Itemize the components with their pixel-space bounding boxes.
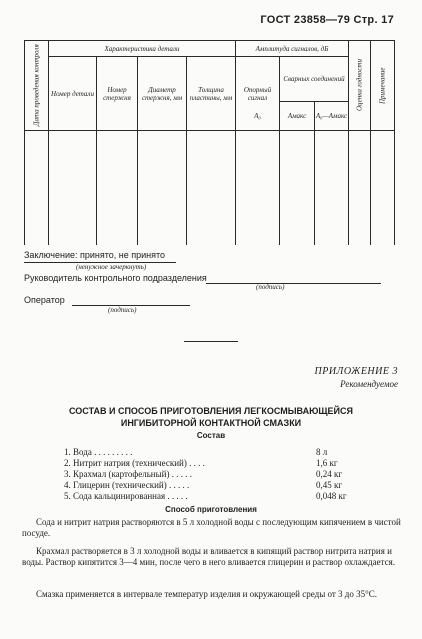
col-header-thickness: Толщина пластины, мм: [189, 85, 233, 102]
control-table: [24, 40, 395, 245]
list-item: 1. Вода . . . . . . . . .: [64, 447, 133, 457]
list-item: 3. Крахмал (картофельный) . . . . .: [64, 469, 192, 479]
head-signature-line: [206, 283, 381, 284]
section-title-line1: СОСТАВ И СПОСОБ ПРИГОТОВЛЕНИЯ ЛЕГКОСМЫВАЮЩЕЙСЯ: [69, 406, 353, 416]
head-signature-hint: (подпись): [256, 283, 285, 291]
list-item-value: 1,6 кг: [316, 458, 338, 468]
operator-signature-hint: (подпись): [108, 306, 137, 314]
table-right-border: [394, 40, 395, 245]
method-paragraph-1: Сода и нитрит натрия растворяются в 5 л холодной воды с последующим кипячением в чистой посуде.: [22, 517, 401, 538]
group-header-detail: Характеристика детали: [104, 44, 180, 53]
col-header-reference-signal: Опорный сигнал: [243, 85, 272, 102]
operator-label: Оператор: [24, 295, 65, 305]
list-item: 5. Сода кальцинированная . . . . .: [64, 491, 188, 501]
col-header-part-number: Номер детали: [51, 89, 94, 98]
list-item-value: 0,048 кг: [316, 491, 347, 501]
sub-header-difference: A₀—Aмакс: [315, 112, 348, 120]
method-heading: Способ приготовления: [165, 505, 257, 514]
page-header: ГОСТ 23858—79 Стр. 17: [260, 14, 394, 26]
col-header-grade: Оценка годности: [355, 59, 364, 112]
section-separator: [184, 341, 238, 342]
head-label: Руководитель контрольного подразделения: [24, 273, 207, 283]
list-item-value: 8 л: [316, 447, 328, 457]
group-header-amplitude: Амплитуда сигналов, дБ: [255, 44, 329, 53]
composition-heading: Состав: [196, 431, 226, 440]
method-paragraph-3: Смазка применяется в интервале температур изделия и окружающей среды от 3 до 35°С.: [36, 589, 377, 599]
conclusion-label: Заключение: принято, не принято: [24, 250, 166, 260]
appendix-title: ПРИЛОЖЕНИЕ 3: [314, 366, 398, 377]
table-header-bottom: [24, 130, 395, 131]
sub-header-a0: A₀: [254, 112, 261, 120]
list-item-value: 0,24 кг: [316, 469, 343, 479]
col-header-note: Примечание: [378, 67, 387, 104]
list-item: 2. Нитрит натрия (технический) . . . .: [64, 458, 205, 468]
col-header-diameter: Диаметр стержня, мм: [141, 85, 183, 102]
col-header-welded-joints: Сварных соединений: [283, 75, 345, 83]
list-item: 4. Глицерин (технический) . . . . .: [64, 480, 190, 490]
sub-header-amax: Aмакс: [287, 112, 307, 120]
section-title-line2: ИНГИБИТОРНОЙ КОНТАКТНОЙ СМАЗКИ: [120, 418, 302, 428]
col-header-date: Дата проведения контроля: [32, 44, 41, 127]
cross-out-hint: (ненужное зачеркнуть): [76, 263, 147, 271]
list-item-value: 0,45 кг: [316, 480, 343, 490]
col-header-rod-number: Номер стержня: [103, 85, 131, 102]
appendix-subtitle: Рекомендуемое: [340, 379, 398, 389]
method-paragraph-2: Крахмал растворяется в 3 л холодной воды и вливается в кипящий раствор нитрита натрия и воды. Раствор кипятится 3—4 мин, после чего в него вливается глицерин и раствор охлаждается.: [22, 546, 395, 567]
